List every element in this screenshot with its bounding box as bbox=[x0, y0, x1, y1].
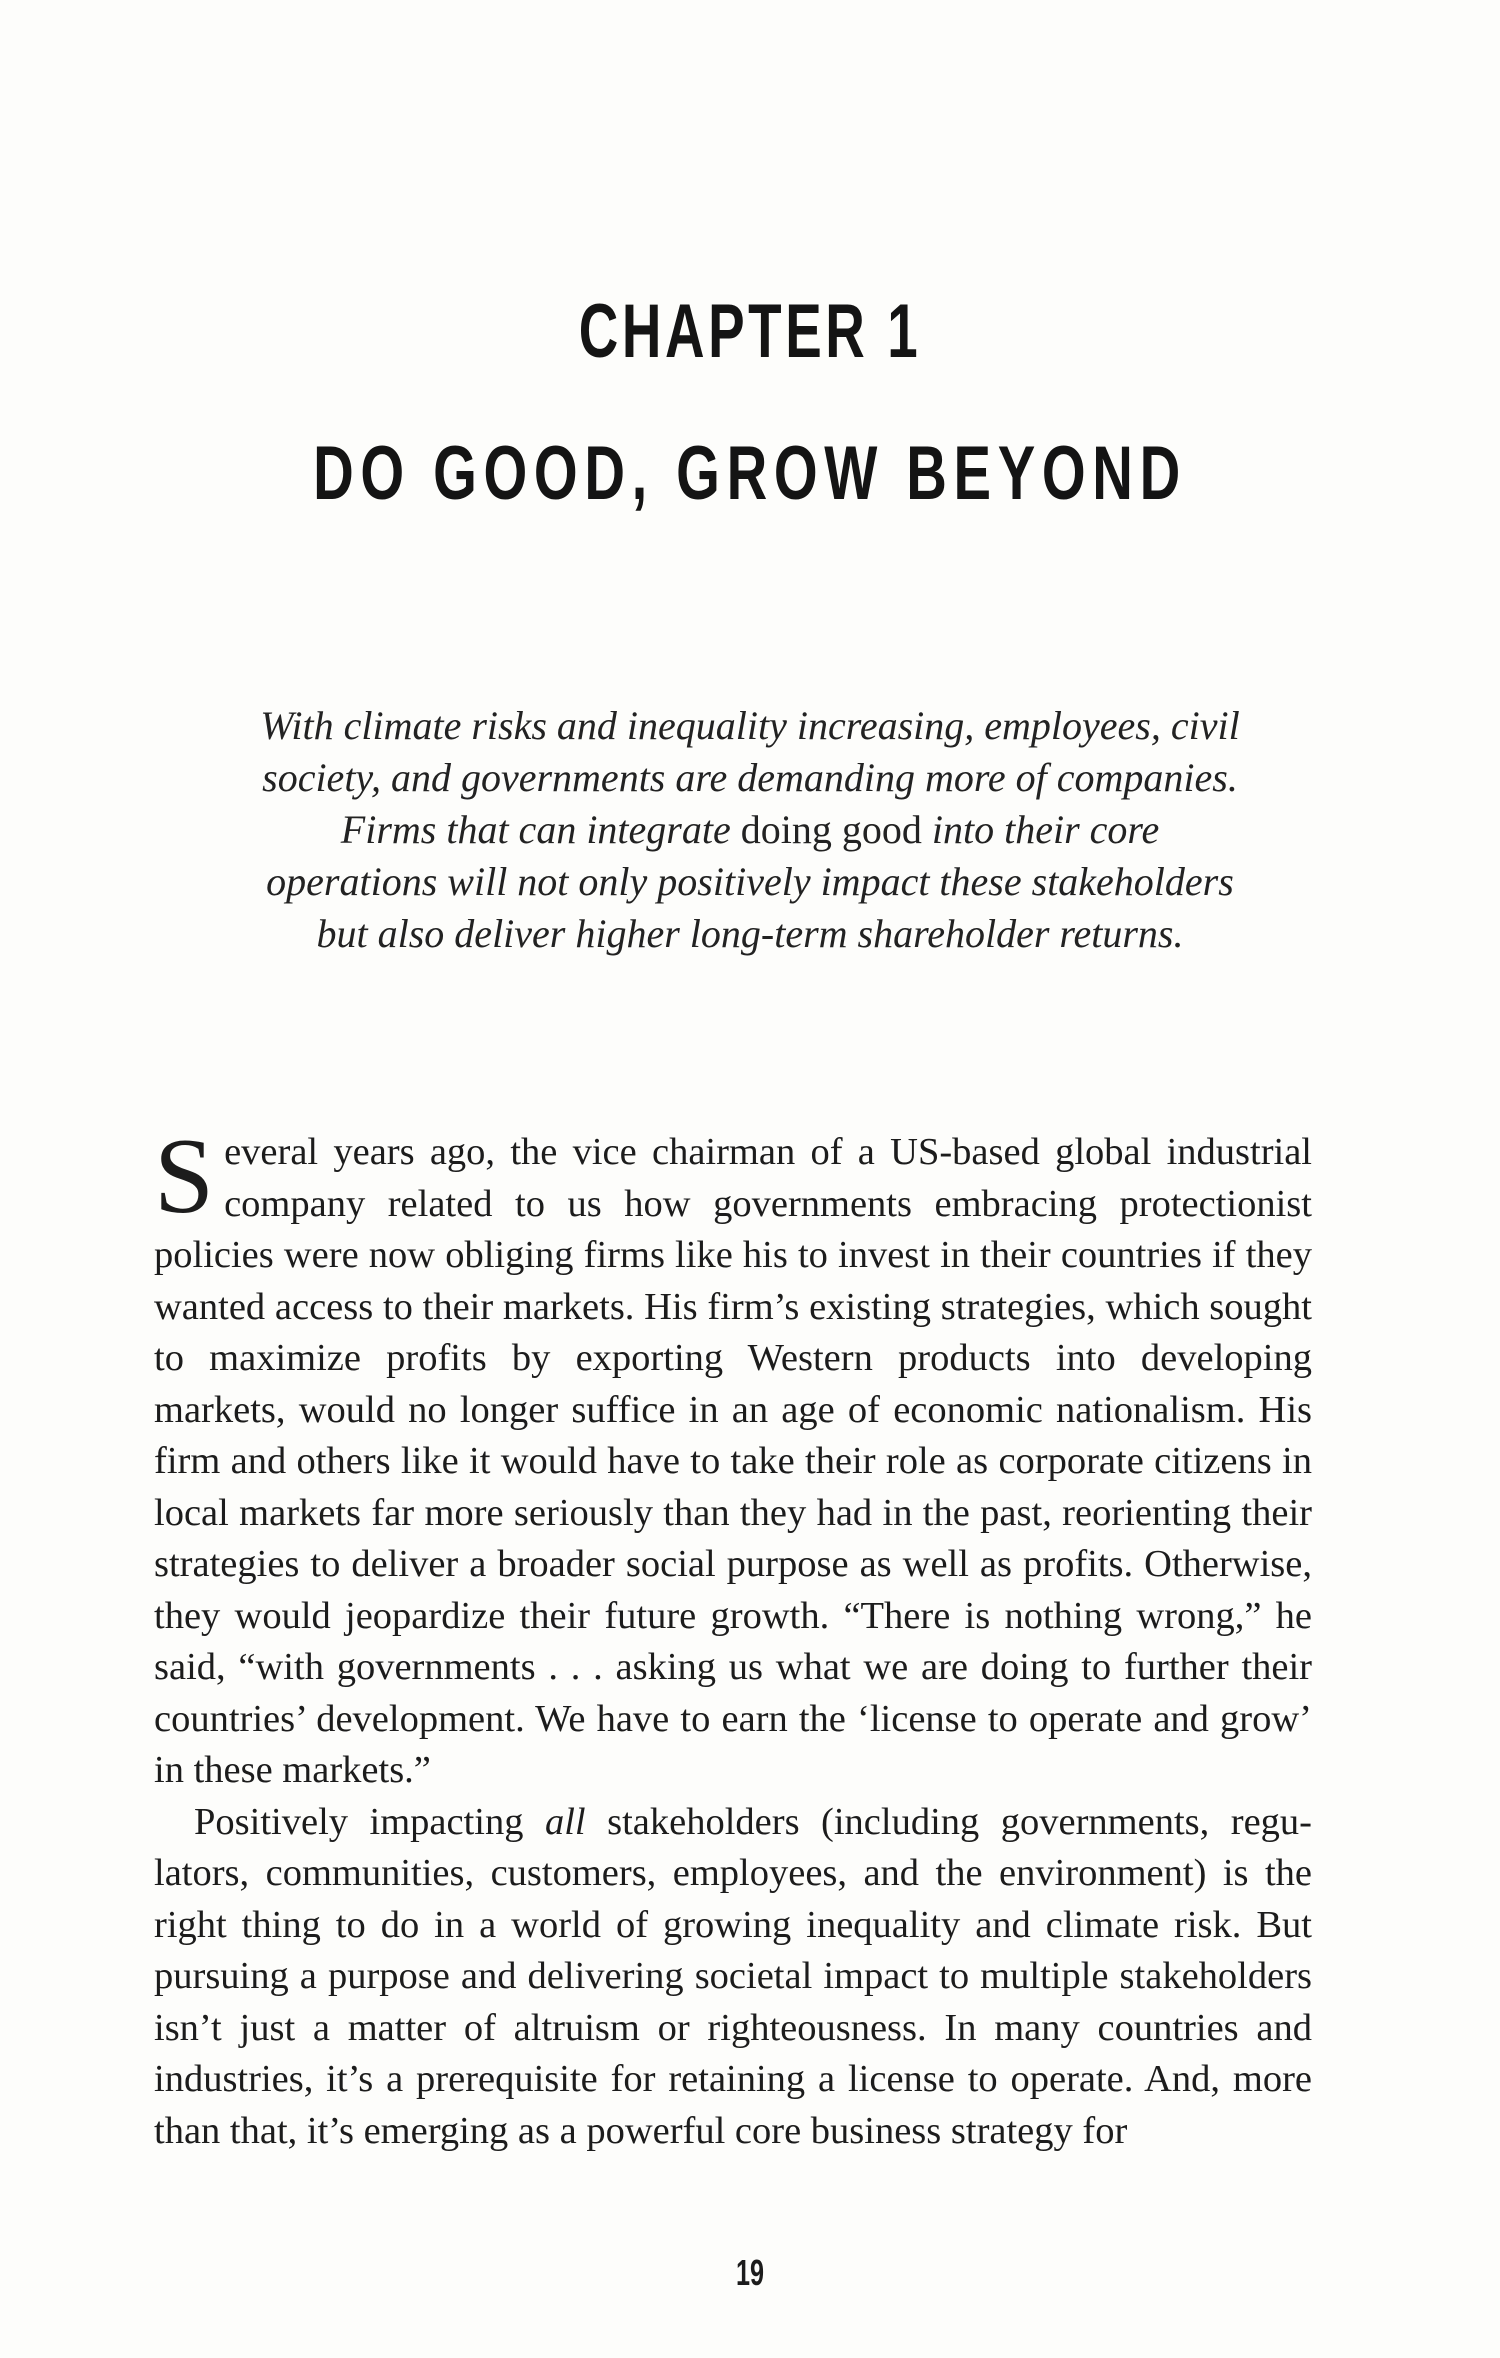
body-text bbox=[154, 1117, 1312, 2157]
epigraph-emphasis: doing good bbox=[740, 807, 922, 852]
chapter-label: CHAPTER 1 bbox=[578, 289, 922, 374]
epigraph-text: into their core operations will not only positively impact these stakeholders but also deliver higher long-term shareholder returns. bbox=[266, 807, 1234, 956]
chapter-title: DO GOOD, GROW BEYOND bbox=[313, 431, 1187, 516]
paragraph bbox=[154, 1797, 1312, 2158]
epigraph-text: With climate risks and inequality increasing, employees, civil society, and governments are demanding more of companies. Firms that can integrate bbox=[260, 703, 1240, 852]
paragraph bbox=[154, 1117, 1312, 1797]
paragraph-text: everal years ago, the vice chairman of a US-based global industrial company related to us how governments embracing protectionist policies were now obliging firms like his to invest in their countries if they wanted access to their markets. His firm’s existing strategies, which sought to maximize profits by exporting Western products into developing markets, would no longer suffice in an age of economic nationalism. His firm and others like it would have to take their role as corporate citizens in local markets far more seriously than they had in the past, reorienting their strategies to deliver a broader social purpose as well as profits. Otherwise, they would jeopardize their future growth. “There is nothing wrong,” he said, “with governments . . . asking us what we are doing to further their countries’ development. We have to earn the ‘license to operate and grow’ in these markets.” bbox=[154, 1131, 1312, 1791]
paragraph-text: stakeholders (including governments, regulators, communities, customers, employees, and the environment) is the right thing to do in a world of growing inequality and climate risk. But pursuing a purpose and delivering societal impact to multiple stakeholders isn’t just a matter of altruism or righteousness. In many countries and industries, it’s a prerequisite for retaining a license to operate. And, more than that, it’s emerging as a powerful core business strategy for bbox=[154, 1800, 1312, 2152]
paragraph-text: Positively impacting bbox=[194, 1800, 545, 1843]
chapter-epigraph bbox=[255, 700, 1245, 960]
page-number: 19 bbox=[735, 2252, 765, 2293]
drop-cap: S bbox=[154, 1117, 215, 1236]
paragraph-emphasis: all bbox=[544, 1800, 586, 1843]
